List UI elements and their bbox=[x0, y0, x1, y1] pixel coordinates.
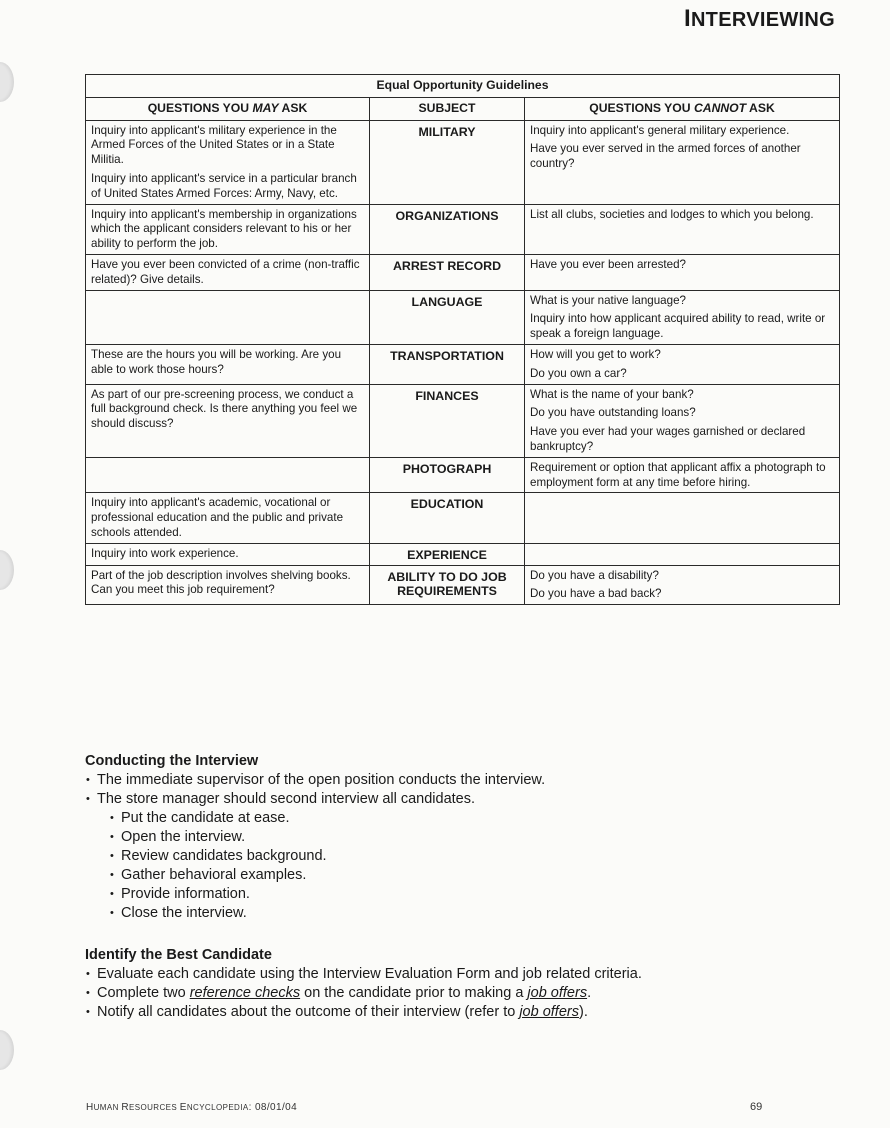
list-item-text: ). bbox=[578, 1004, 588, 1020]
cannot-ask-cell bbox=[525, 493, 840, 543]
subject-cell: ORGANIZATIONS bbox=[370, 204, 525, 254]
table-row bbox=[86, 493, 840, 543]
list-item-text: . bbox=[587, 985, 592, 1001]
may-ask-cell bbox=[86, 204, 370, 254]
table-body bbox=[86, 120, 840, 605]
table-row bbox=[86, 543, 840, 565]
cell-text: Have you ever served in the armed forces of another country? bbox=[530, 142, 801, 171]
cell-text: Have you ever been arrested? bbox=[530, 257, 686, 271]
footer-source bbox=[86, 1102, 297, 1113]
table-row bbox=[86, 344, 840, 384]
cell-text: List all clubs, societies and lodges to which you belong. bbox=[530, 207, 814, 221]
list-item-text: The store manager should second interview all candidates. bbox=[97, 791, 476, 807]
cell-text: Have you ever been convicted of a crime (non-traffic related)? Give details. bbox=[91, 257, 360, 286]
page-title bbox=[684, 5, 835, 33]
may-ask-cell bbox=[86, 543, 370, 565]
may-ask-cell bbox=[86, 384, 370, 457]
may-ask-cell bbox=[86, 344, 370, 384]
footer-text: E bbox=[179, 1102, 187, 1113]
header-text: QUESTIONS YOU bbox=[147, 100, 253, 115]
cannot-ask-cell bbox=[525, 543, 840, 565]
cell-text: Do you own a car? bbox=[530, 366, 627, 380]
subject-cell: MILITARY bbox=[370, 120, 525, 204]
footer-date: : 08/01/04 bbox=[248, 1102, 298, 1113]
list-item bbox=[85, 1003, 845, 1022]
table-title: Equal Opportunity Guidelines bbox=[86, 75, 840, 98]
subject-cell: EXPERIENCE bbox=[370, 543, 525, 565]
cannot-ask-cell bbox=[525, 290, 840, 344]
header-text: QUESTIONS YOU bbox=[589, 100, 694, 115]
equal-opportunity-table bbox=[85, 74, 840, 605]
may-ask-cell bbox=[86, 290, 370, 344]
cell-text: Inquiry into applicant's membership in organizations which the applicant considers relevant to his or her ability to perform the job. bbox=[91, 207, 357, 251]
header-text: ASK bbox=[746, 100, 775, 115]
column-header-cannot-ask bbox=[525, 97, 840, 120]
cannot-ask-cell bbox=[525, 384, 840, 457]
bullet-list bbox=[85, 771, 845, 923]
cell-text: Inquiry into how applicant acquired ability to read, write or speak a foreign language. bbox=[530, 312, 826, 341]
may-ask-cell bbox=[86, 457, 370, 493]
header-emphasis: CANNOT bbox=[693, 100, 747, 115]
page-title-initial: I bbox=[683, 5, 691, 32]
may-ask-cell bbox=[86, 493, 370, 543]
cell-text: What is the name of your bank? bbox=[530, 387, 694, 401]
cannot-ask-cell bbox=[525, 120, 840, 204]
column-header-subject: SUBJECT bbox=[370, 97, 525, 120]
footer-text: NCYCLOPEDIA bbox=[186, 1103, 249, 1112]
sub-list-item: • Put the candidate at ease. bbox=[109, 809, 845, 828]
subject-cell: ABILITY TO DO JOB REQUIREMENTS bbox=[370, 565, 525, 605]
cell-text: How will you get to work? bbox=[530, 347, 661, 361]
header-text: ASK bbox=[278, 100, 308, 115]
cell-text: Inquiry into work experience. bbox=[91, 546, 239, 560]
list-item-text: Complete two bbox=[97, 985, 190, 1001]
footer-text: UMAN bbox=[93, 1103, 122, 1112]
cell-text: Inquiry into applicant's service in a particular branch of United States Armed Forces: Army, Navy, etc. bbox=[91, 171, 357, 200]
cannot-ask-cell bbox=[525, 457, 840, 493]
bullet-list bbox=[85, 965, 845, 1022]
binder-hole bbox=[0, 1030, 14, 1070]
page-title-rest: NTERVIEWING bbox=[690, 9, 835, 31]
subject-cell: FINANCES bbox=[370, 384, 525, 457]
section-heading: Identify the Best Candidate bbox=[85, 947, 272, 963]
binder-hole bbox=[0, 62, 14, 102]
cell-text: Inquiry into applicant's general military experience. bbox=[530, 123, 790, 137]
list-item-text: Notify all candidates about the outcome of their interview (refer to bbox=[97, 1004, 520, 1020]
may-ask-cell bbox=[86, 254, 370, 290]
list-item bbox=[85, 790, 845, 923]
binder-hole bbox=[0, 550, 14, 590]
list-item: • The immediate supervisor of the open position conducts the interview. bbox=[85, 771, 845, 790]
cannot-ask-cell bbox=[525, 565, 840, 605]
cell-text: Part of the job description involves shelving books. Can you meet this job requirement? bbox=[91, 568, 351, 597]
section-heading: Conducting the Interview bbox=[85, 753, 259, 769]
identify-section bbox=[85, 946, 845, 1022]
cell-text: Inquiry into applicant's academic, vocational or professional education and the public and private schools attended. bbox=[91, 496, 344, 539]
job-offers-link[interactable]: job offers bbox=[527, 985, 588, 1001]
list-item: • Evaluate each candidate using the Interview Evaluation Form and job related criteria. bbox=[85, 965, 845, 984]
sub-bullet-list bbox=[97, 809, 845, 923]
cannot-ask-cell bbox=[525, 344, 840, 384]
cell-text: Do you have a disability? bbox=[530, 568, 659, 582]
table-row bbox=[86, 290, 840, 344]
page-number: 69 bbox=[750, 1101, 763, 1113]
sub-list-item: • Open the interview. bbox=[109, 828, 845, 847]
table-row bbox=[86, 384, 840, 457]
cell-text: Requirement or option that applicant affix a photograph to employment form at any time before hiring. bbox=[530, 460, 826, 489]
table-row bbox=[86, 120, 840, 204]
conducting-section bbox=[85, 752, 845, 923]
cell-text: As part of our pre-screening process, we conduct a full background check. Is there anything you feel we should discuss? bbox=[91, 387, 358, 431]
list-item bbox=[85, 984, 845, 1003]
subject-cell: TRANSPORTATION bbox=[370, 344, 525, 384]
cell-text: These are the hours you will be working. Are you able to work those hours? bbox=[91, 347, 342, 376]
cell-text: Do you have outstanding loans? bbox=[530, 406, 696, 420]
table-row bbox=[86, 457, 840, 493]
subject-cell: EDUCATION bbox=[370, 493, 525, 543]
sub-list-item: • Gather behavioral examples. bbox=[109, 866, 845, 885]
cell-text: Do you have a bad back? bbox=[530, 587, 662, 601]
cannot-ask-cell bbox=[525, 254, 840, 290]
header-emphasis: MAY bbox=[252, 100, 279, 115]
subject-cell: ARREST RECORD bbox=[370, 254, 525, 290]
cell-text: Have you ever had your wages garnished or declared bankruptcy? bbox=[530, 425, 806, 453]
footer-text: H bbox=[86, 1102, 94, 1113]
column-header-may-ask bbox=[86, 97, 370, 120]
cell-text: What is your native language? bbox=[530, 293, 686, 307]
cannot-ask-cell bbox=[525, 204, 840, 254]
table-row bbox=[86, 565, 840, 605]
subject-cell: PHOTOGRAPH bbox=[370, 457, 525, 493]
table-row bbox=[86, 204, 840, 254]
cell-text: Inquiry into applicant's military experience in the Armed Forces of the United States or in a State Militia. bbox=[91, 123, 337, 167]
reference-checks-link[interactable]: reference checks bbox=[189, 985, 301, 1001]
footer-text: R bbox=[121, 1102, 130, 1113]
may-ask-cell bbox=[86, 565, 370, 605]
may-ask-cell bbox=[86, 120, 370, 204]
sub-list-item: • Provide information. bbox=[109, 885, 845, 904]
footer-text: ESOURCES bbox=[129, 1103, 180, 1112]
subject-cell: LANGUAGE bbox=[370, 290, 525, 344]
list-item-text: on the candidate prior to making a bbox=[300, 985, 528, 1001]
job-offers-link[interactable]: job offers bbox=[519, 1004, 579, 1020]
table-row bbox=[86, 254, 840, 290]
sub-list-item: • Close the interview. bbox=[109, 904, 845, 923]
sub-list-item: • Review candidates background. bbox=[109, 847, 845, 866]
